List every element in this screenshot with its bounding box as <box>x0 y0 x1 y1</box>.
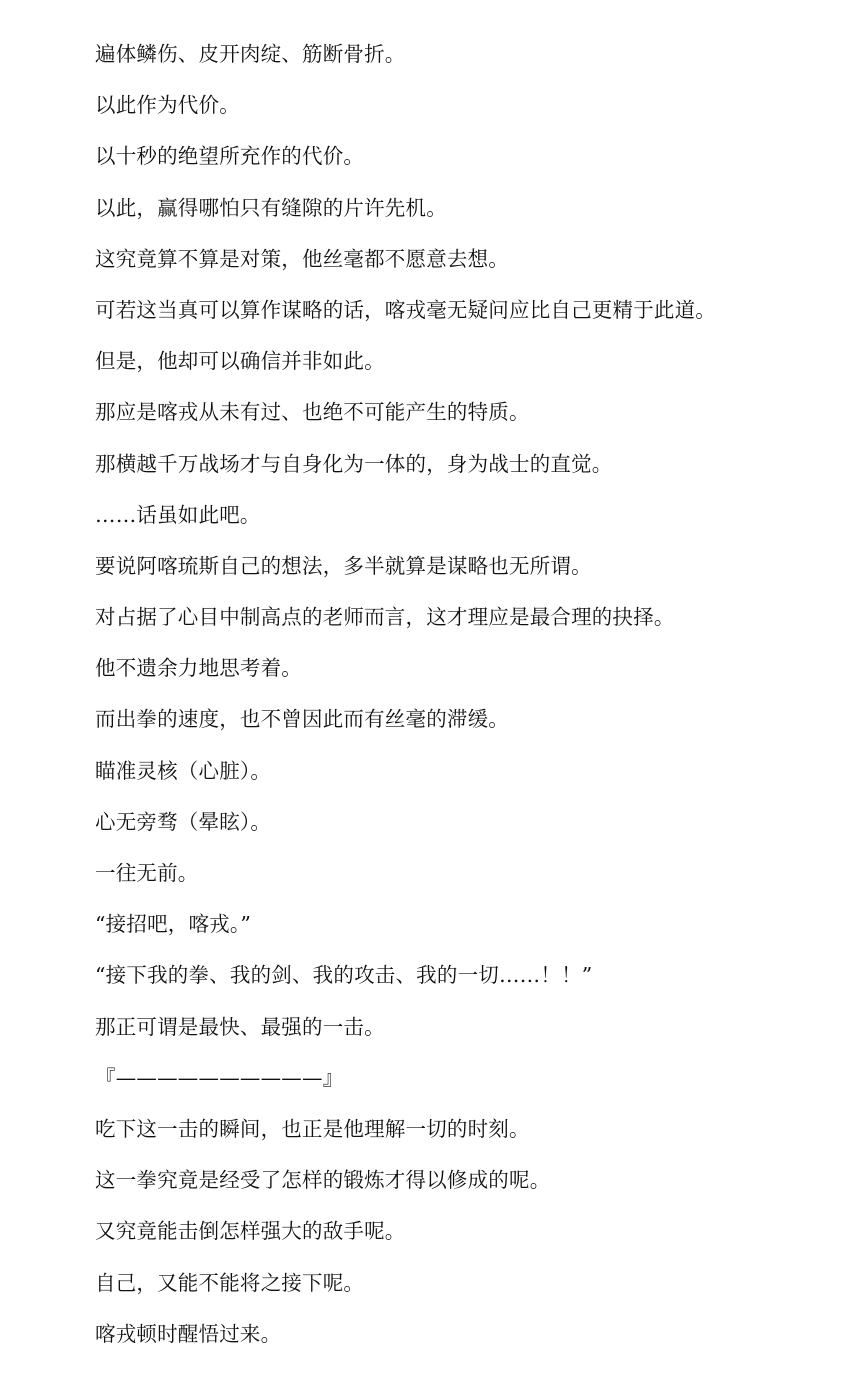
text-line: 那应是喀戎从未有过、也绝不可能产生的特质。 <box>95 400 530 425</box>
dialogue-line: 『——————————』 <box>95 1065 344 1090</box>
dialogue-line: “接招吧，喀戎。” <box>95 912 252 937</box>
text-line: 又究竟能击倒怎样强大的敌手呢。 <box>95 1219 406 1244</box>
text-line: 吃下这一击的瞬间，也正是他理解一切的时刻。 <box>95 1116 530 1141</box>
text-line: 这一拳究竟是经受了怎样的锻炼才得以修成的呢。 <box>95 1168 551 1193</box>
text-column <box>95 37 815 1368</box>
text-line: ……话虽如此吧。 <box>95 502 261 527</box>
text-line: 那横越千万战场才与自身化为一体的，身为战士的直觉。 <box>95 451 613 476</box>
text-line: 而出拳的速度，也不曾因此而有丝毫的滞缓。 <box>95 707 509 732</box>
text-line: 喀戎顿时醒悟过来。 <box>95 1321 282 1346</box>
text-line: 可若这当真可以算作谋略的话，喀戎毫无疑问应比自己更精于此道。 <box>95 297 716 322</box>
text-line: 对占据了心目中制高点的老师而言，这才理应是最合理的抉择。 <box>95 605 675 630</box>
text-line: 瞄准灵核（心脏）。 <box>95 758 272 783</box>
text-line: 以此，赢得哪怕只有缝隙的片许先机。 <box>95 195 447 220</box>
text-line: 以十秒的绝望所充作的代价。 <box>95 144 365 169</box>
text-line: 遍体鳞伤、皮开肉绽、筋断骨折。 <box>95 42 406 66</box>
text-line: 一往无前。 <box>95 861 199 885</box>
text-line: 要说阿喀琉斯自己的想法，多半就算是谋略也无所谓。 <box>95 553 592 578</box>
text-line: 以此作为代价。 <box>95 93 240 118</box>
text-line: 心无旁骛（晕眩）。 <box>95 809 272 834</box>
text-line: 但是，他却可以确信并非如此。 <box>95 349 385 374</box>
text-line: 自己，又能不能将之接下呢。 <box>95 1270 365 1295</box>
text-line: 他不遗余力地思考着。 <box>95 656 302 681</box>
text-line: 这究竟算不算是对策，他丝毫都不愿意去想。 <box>95 246 509 271</box>
text-line: 那正可谓是最快、最强的一击。 <box>95 1014 385 1039</box>
dialogue-line: “接下我的拳、我的剑、我的攻击、我的一切……！！” <box>95 963 593 988</box>
